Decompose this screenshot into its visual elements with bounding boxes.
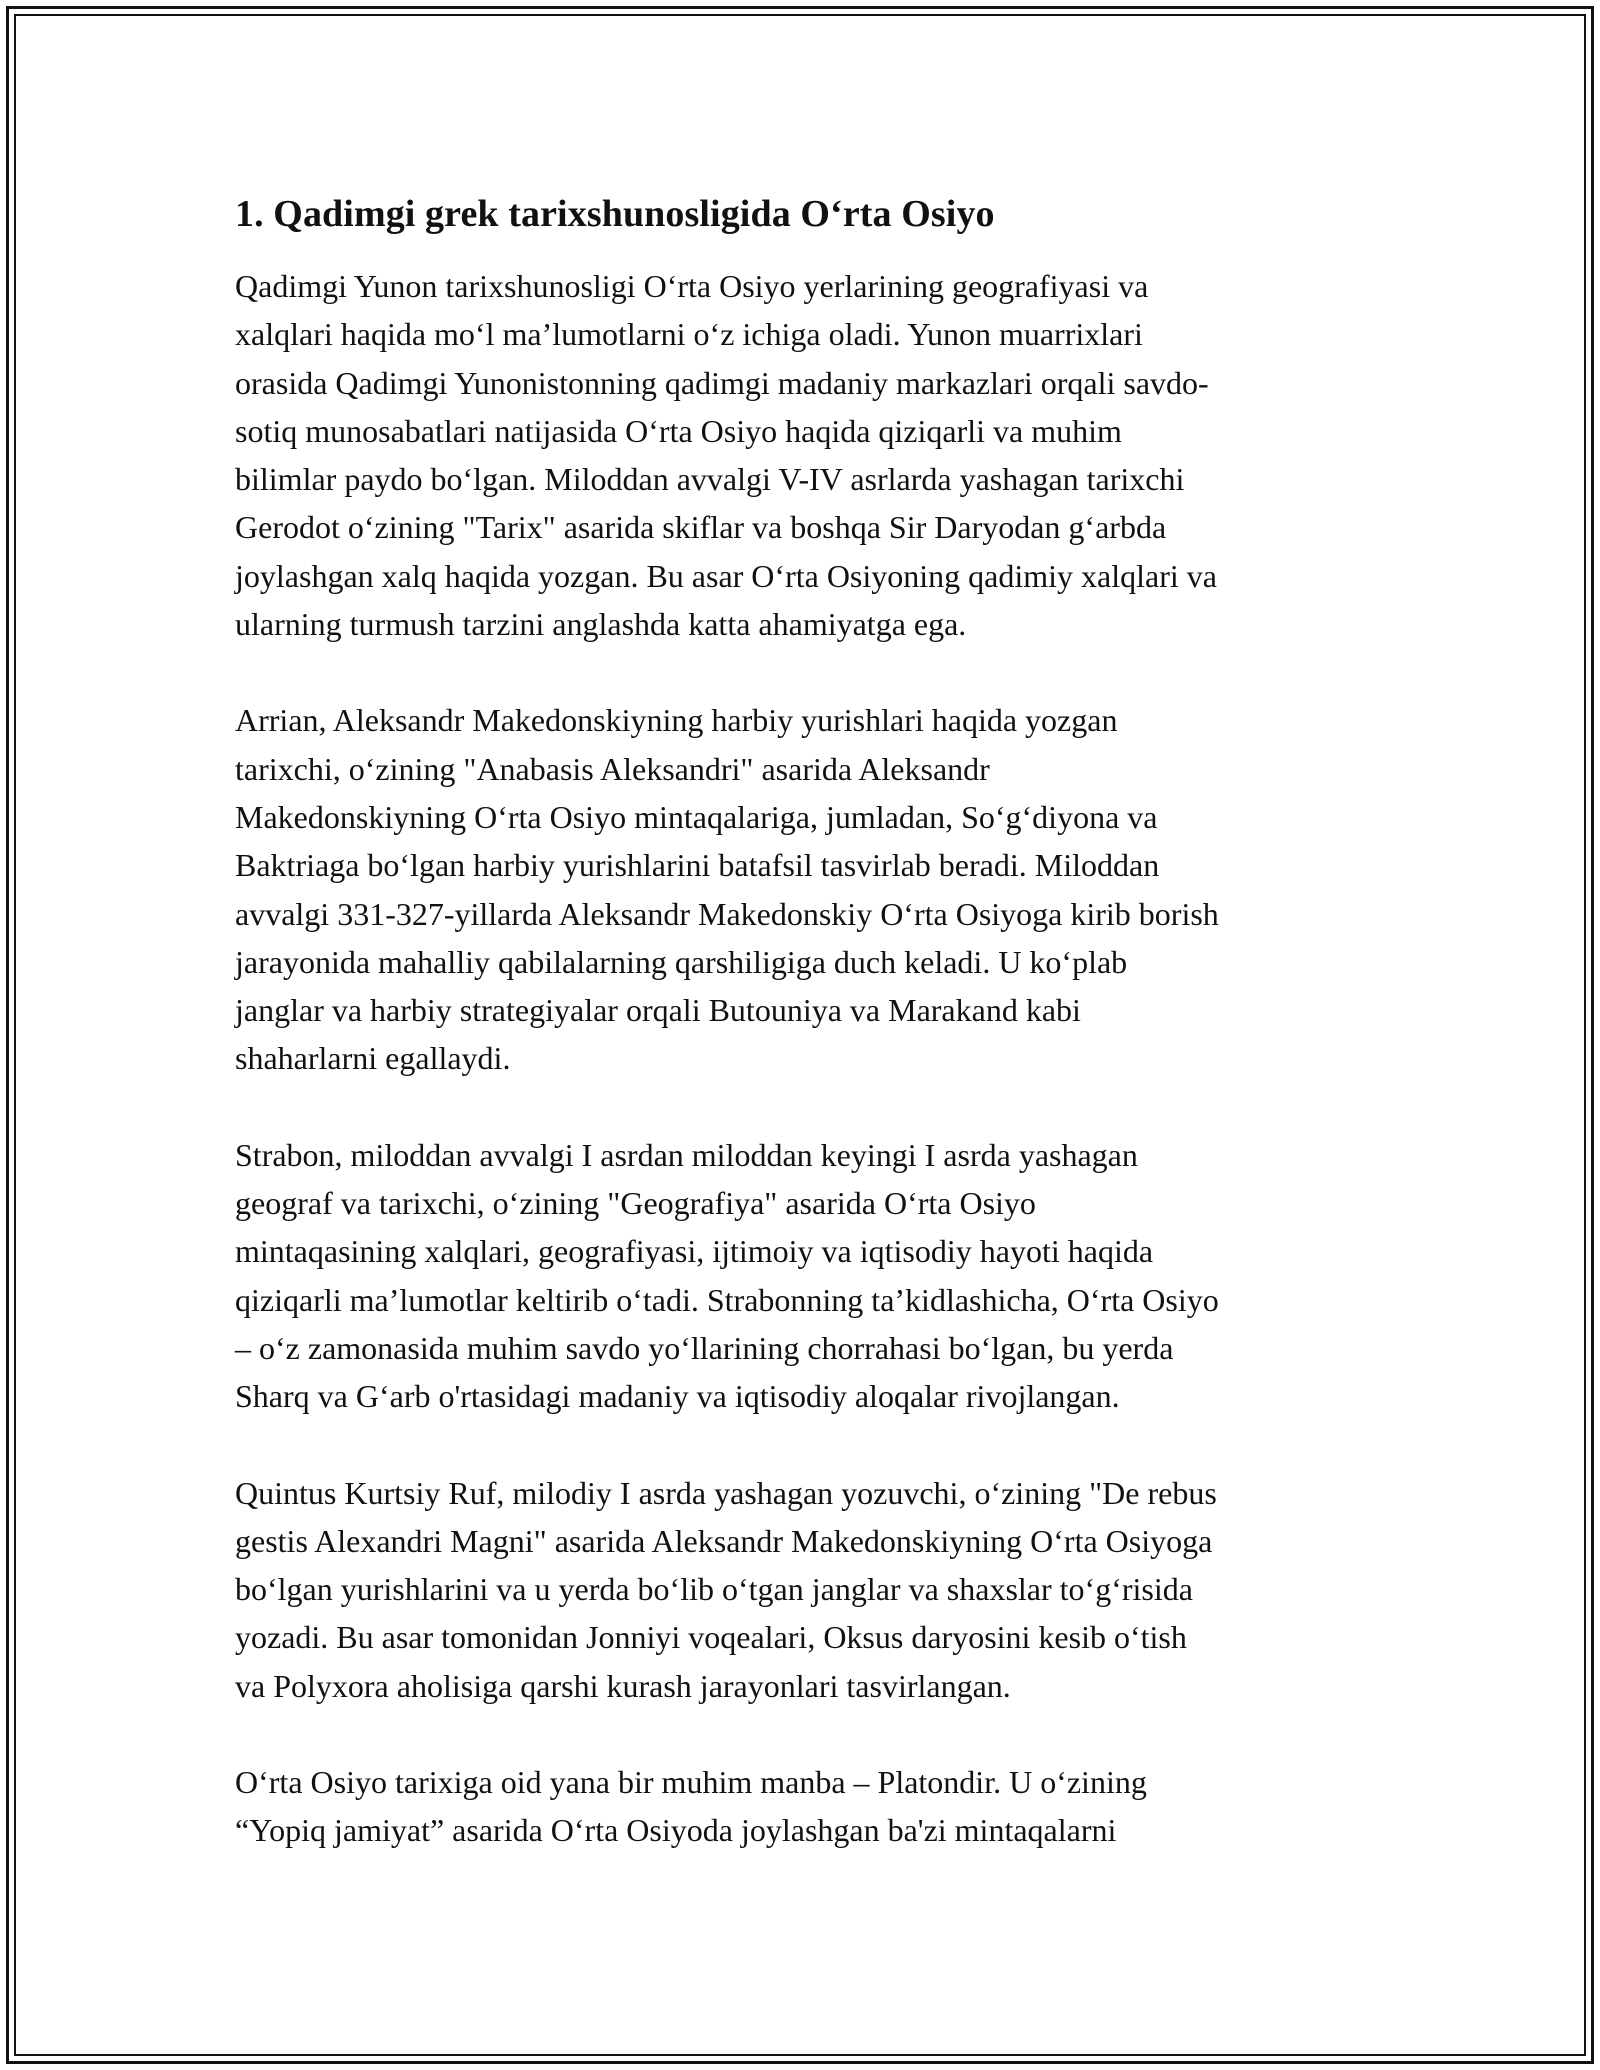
paragraph-3 bbox=[235, 1131, 1370, 1421]
text-line: Strabon, miloddan avvalgi I asrdan miloddan keyingi I asrda yashagan bbox=[235, 1136, 1138, 1173]
text-line: joylashgan xalq haqida yozgan. Bu asar O‘rta Osiyoning qadimiy xalqlari va bbox=[235, 557, 1217, 594]
text-line: geograf va tarixchi, o‘zining "Geografiya" asarida O‘rta Osiyo bbox=[235, 1185, 1036, 1222]
text-line: va Polyxora aholisiga qarshi kurash jarayonlari tasvirlangan. bbox=[235, 1667, 1011, 1704]
paragraph-list bbox=[235, 262, 1370, 1855]
text-line: – o‘z zamonasida muhim savdo yo‘llarining chorrahasi bo‘lgan, bu yerda bbox=[235, 1329, 1174, 1366]
text-line: gestis Alexandri Magni" asarida Aleksandr Makedonskiyning O‘rta Osiyoga bbox=[235, 1522, 1213, 1559]
document-page bbox=[235, 186, 1370, 1903]
paragraph-1 bbox=[235, 262, 1370, 648]
text-line: ularning turmush tarzini anglashda katta ahamiyatga ega. bbox=[235, 606, 967, 643]
section-heading: 1. Qadimgi grek tarixshunosligida O‘rta Osiyo bbox=[235, 193, 995, 235]
text-line: shaharlarni egallaydi. bbox=[235, 1040, 511, 1077]
text-line: yozadi. Bu asar tomonidan Jonniyi voqealari, Oksus daryosini kesib o‘tish bbox=[235, 1619, 1187, 1656]
text-line: Qadimgi Yunon tarixshunosligi O‘rta Osiyo yerlarining geografiyasi va bbox=[235, 268, 1149, 304]
text-line: Quintus Kurtsiy Ruf, milodiy I asrda yashagan yozuvchi, o‘zining "De rebus bbox=[235, 1474, 1217, 1511]
text-line: jarayonida mahalliy qabilalarning qarshiligiga duch keladi. U ko‘plab bbox=[235, 943, 1128, 980]
text-line: avvalgi 331-327-yillarda Aleksandr Makedonskiy O‘rta Osiyoga kirib borish bbox=[235, 895, 1219, 932]
text-line: bilimlar paydo bo‘lgan. Miloddan avvalgi V-IV asrlarda yashagan tarixchi bbox=[235, 461, 1185, 498]
text-line: Gerodot o‘zining "Tarix" asarida skiflar va boshqa Sir Daryodan g‘arbda bbox=[235, 509, 1167, 546]
text-line: Sharq va G‘arb o'rtasidagi madaniy va iqtisodiy aloqalar rivojlangan. bbox=[235, 1378, 1120, 1415]
text-line: mintaqasining xalqlari, geografiyasi, ijtimoiy va iqtisodiy hayoti haqida bbox=[235, 1233, 1154, 1270]
paragraph-2 bbox=[235, 696, 1370, 1082]
text-line: O‘rta Osiyo tarixiga oid yana bir muhim manba – Platondir. U o‘zining bbox=[235, 1764, 1147, 1801]
text-line: Arrian, Aleksandr Makedonskiyning harbiy yurishlari haqida yozgan bbox=[235, 702, 1118, 739]
text-line: sotiq munosabatlari natijasida O‘rta Osiyo haqida qiziqarli va muhim bbox=[235, 412, 1122, 449]
text-line: qiziqarli ma’lumotlar keltirib o‘tadi. Strabonning ta’kidlashicha, O‘rta Osiyo bbox=[235, 1281, 1219, 1318]
text-line: Baktriaga bo‘lgan harbiy yurishlarini batafsil tasvirlab beradi. Miloddan bbox=[235, 847, 1160, 884]
text-line: “Yopiq jamiyat” asarida O‘rta Osiyoda joylashgan ba'zi mintaqalarni bbox=[235, 1812, 1117, 1849]
text-line: tarixchi, o‘zining "Anabasis Aleksandri" asarida Aleksandr bbox=[235, 750, 990, 787]
text-line: bo‘lgan yurishlarini va u yerda bo‘lib o‘tgan janglar va shaxslar to‘g‘risida bbox=[235, 1571, 1193, 1608]
text-line: xalqlari haqida mo‘l ma’lumotlarni o‘z ichiga oladi. Yunon muarrixlari bbox=[235, 316, 1143, 353]
paragraph-5 bbox=[235, 1758, 1370, 1855]
text-line: orasida Qadimgi Yunonistonning qadimgi madaniy markazlari orqali savdo- bbox=[235, 364, 1209, 401]
text-line: janglar va harbiy strategiyalar orqali Butouniya va Marakand kabi bbox=[235, 992, 1081, 1029]
text-line: Makedonskiyning O‘rta Osiyo mintaqalariga, jumladan, So‘g‘diyona va bbox=[235, 798, 1158, 835]
paragraph-4 bbox=[235, 1469, 1370, 1710]
